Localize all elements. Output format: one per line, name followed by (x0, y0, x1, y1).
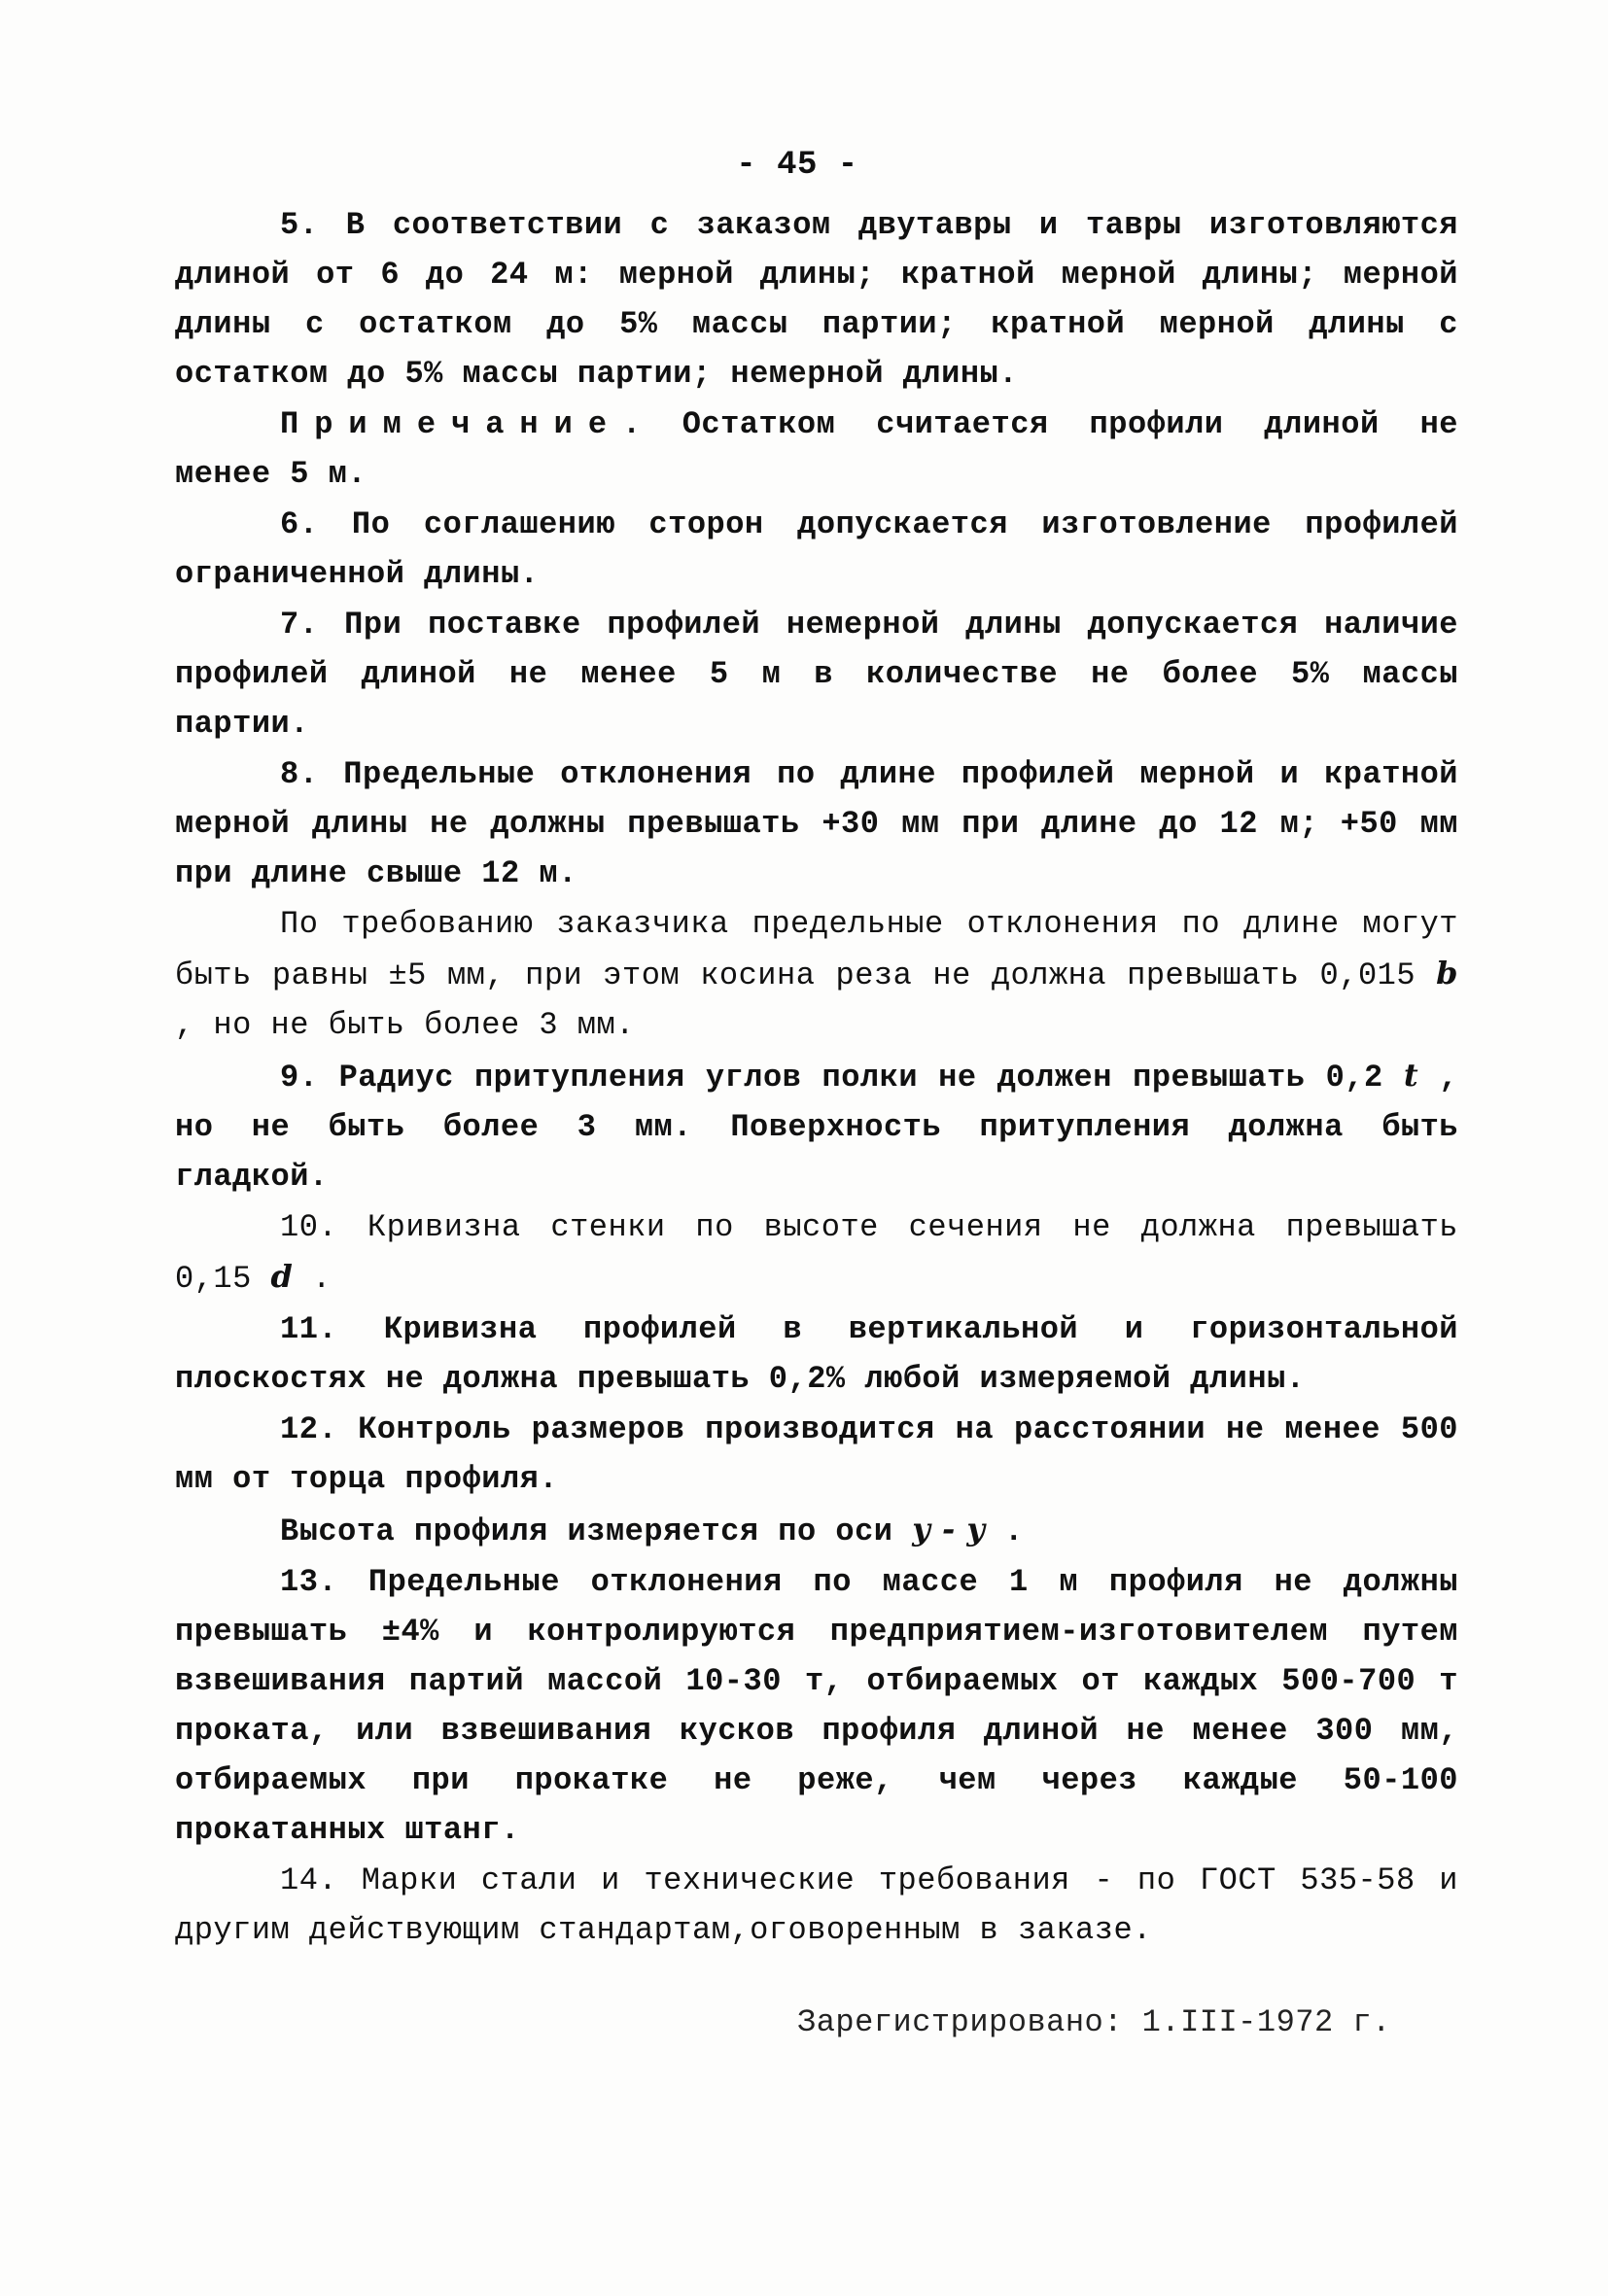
paragraph-12b-text-before: Высота профиля измеряется по оси (280, 1513, 913, 1549)
note-text: . Остатком считается профили длиной не менее 5 м. (175, 406, 1458, 492)
document-body (175, 134, 1458, 1956)
paragraph-9 (175, 1051, 1458, 1201)
registration-note: Зарегистрировано: 1.III-1972 г. (797, 2004, 1391, 2040)
paragraph-8-customer-requirement (175, 899, 1458, 1050)
paragraph-10 (175, 1202, 1458, 1304)
paragraph-9-text-after: , но не быть более 3 мм. Поверхность притупления должна быть гладкой. (175, 1060, 1458, 1195)
paragraph-10-text-after: . (293, 1261, 332, 1297)
note-paragraph (175, 400, 1458, 499)
paragraph-12: 12. Контроль размеров производится на расстоянии не менее 500 мм от торца профиля. (175, 1411, 1458, 1497)
paragraph-7: 7. При поставке профилей немерной длины допускается наличие профилей длиной не менее 5 м в количестве не более 5% массы партии. (175, 607, 1458, 742)
paragraph-14: 14. Марки стали и технические требования - по ГОСТ 535-58 и другим действующим стандартам,оговоренным в заказе. (175, 1862, 1458, 1948)
note-label: Примечание (280, 406, 623, 442)
paragraph-10-text-before: 10. Кривизна стенки по высоте сечения не должна превышать 0,15 (175, 1209, 1458, 1297)
paragraph-8b-text-before: По требованию заказчика предельные отклонения по длине могут быть равны ±5 мм, при этом косина реза не должна превышать 0,015 (175, 906, 1458, 993)
paragraph-5: 5. В соответствии с заказом двутавры и тавры изготовляются длиной от 6 до 24 м: мерной длины; кратной мерной длины; мерной длины с остатком до 5% массы партии; кратной мерной длины с остатком до 5% массы партии; немерной длины. (175, 207, 1458, 392)
paragraph-6: 6. По соглашению сторон допускается изготовление профилей ограниченной длины. (175, 506, 1458, 592)
paragraph-8b-text-after: , но не быть более 3 мм. (175, 1007, 635, 1043)
paragraph-12b-text-after: . (985, 1513, 1024, 1549)
thickness-symbol-t: t (1403, 1057, 1419, 1094)
paragraph-9-text-before: 9. Радиус притупления углов полки не должен превышать 0,2 (280, 1060, 1404, 1096)
paragraph-11: 11. Кривизна профилей в вертикальной и горизонтальной плоскостях не должна превышать 0,2% любой измеряемой длины. (175, 1311, 1458, 1397)
wall-symbol-d: d (270, 1258, 294, 1295)
paragraph-8: 8. Предельные отклонения по длине профилей мерной и кратной мерной длины не должны превышать +30 мм при длине до 12 м; +50 мм при длине свыше 12 м. (175, 756, 1458, 891)
axis-symbol-y-y: y - y (912, 1511, 986, 1548)
paragraph-12-axis (175, 1505, 1458, 1556)
paragraph-13: 13. Предельные отклонения по массе 1 м профиля не должны превышать ±4% и контролируются предприятием-изготовителем путем взвешивания партий массой 10-30 т, отбираемых от каждых 500-700 т проката, или взвешивания кусков профиля длиной не менее 300 мм, отбираемых при прокатке не реже, чем через каждые 50-100 прокатанных штанг. (175, 1564, 1458, 1848)
width-symbol-b: b (1436, 955, 1458, 991)
page-number: - 45 - (736, 147, 858, 184)
